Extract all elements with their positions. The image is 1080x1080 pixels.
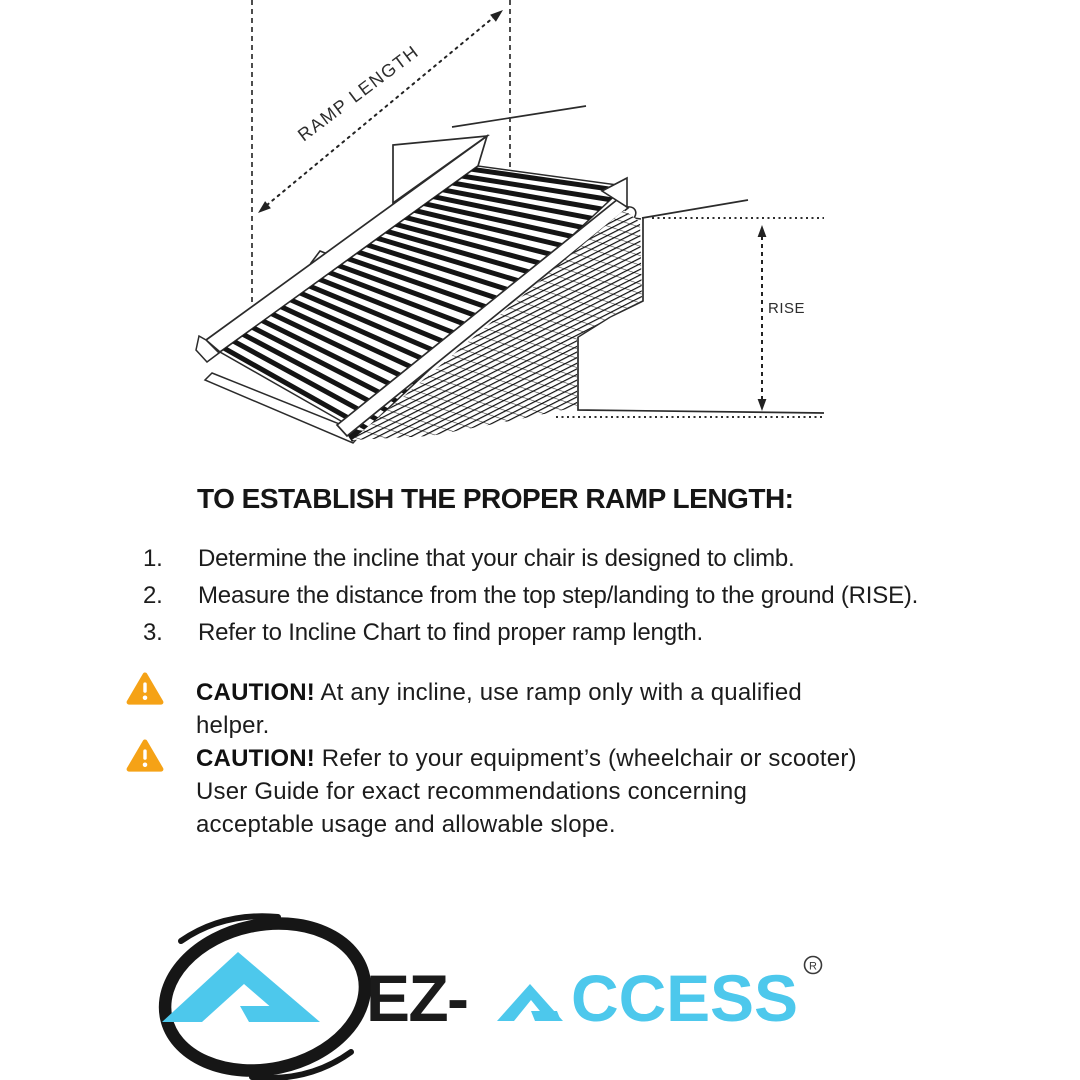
step-number: 2. [143, 582, 163, 609]
registered-trademark-icon [805, 957, 822, 974]
caution-text: At any incline, use ramp only with a qualified [320, 679, 802, 706]
arrowhead-up [490, 10, 503, 22]
caution-2-line-2: User Guide for exact recommendations concerning [196, 778, 747, 805]
warning-triangle-icon [126, 672, 164, 706]
brand-text-suffix: CCESS [571, 961, 798, 1035]
landing-top-edge [642, 200, 748, 218]
caution-2-line-1 [196, 745, 857, 773]
rise-arrowhead-top [758, 225, 767, 237]
rise-arrowhead-bottom [758, 399, 767, 411]
caution-label: CAUTION! [196, 679, 315, 706]
caution-1-line-2: helper. [196, 712, 270, 739]
svg-text:R: R [809, 960, 817, 973]
ramp-diagram [0, 0, 1080, 460]
rise-label: RISE [768, 300, 806, 317]
step-text: Measure the distance from the top step/landing to the ground (RISE). [198, 582, 919, 609]
warning-triangle-icon [126, 739, 164, 773]
caution-text: Refer to your equipment’s (wheelchair or scooter) [321, 745, 857, 772]
brand-logo [0, 900, 1080, 1080]
caution-label: CAUTION! [196, 745, 315, 772]
step-text: Refer to Incline Chart to find proper ramp length. [198, 619, 703, 646]
brand-text-prefix: EZ- [366, 961, 469, 1035]
ramp-length-label: RAMP LENGTH [293, 41, 423, 146]
caution-2-line-3: acceptable usage and allowable slope. [196, 811, 616, 838]
page-title: TO ESTABLISH THE PROPER RAMP LENGTH: [197, 483, 794, 514]
caution-1-line-1 [196, 679, 802, 707]
step-text: Determine the incline that your chair is designed to climb. [198, 545, 795, 572]
landing-back-edge [452, 106, 586, 127]
brand-letter-a-triangle [497, 984, 563, 1021]
step-number: 1. [143, 545, 163, 572]
step-number: 3. [143, 619, 163, 646]
